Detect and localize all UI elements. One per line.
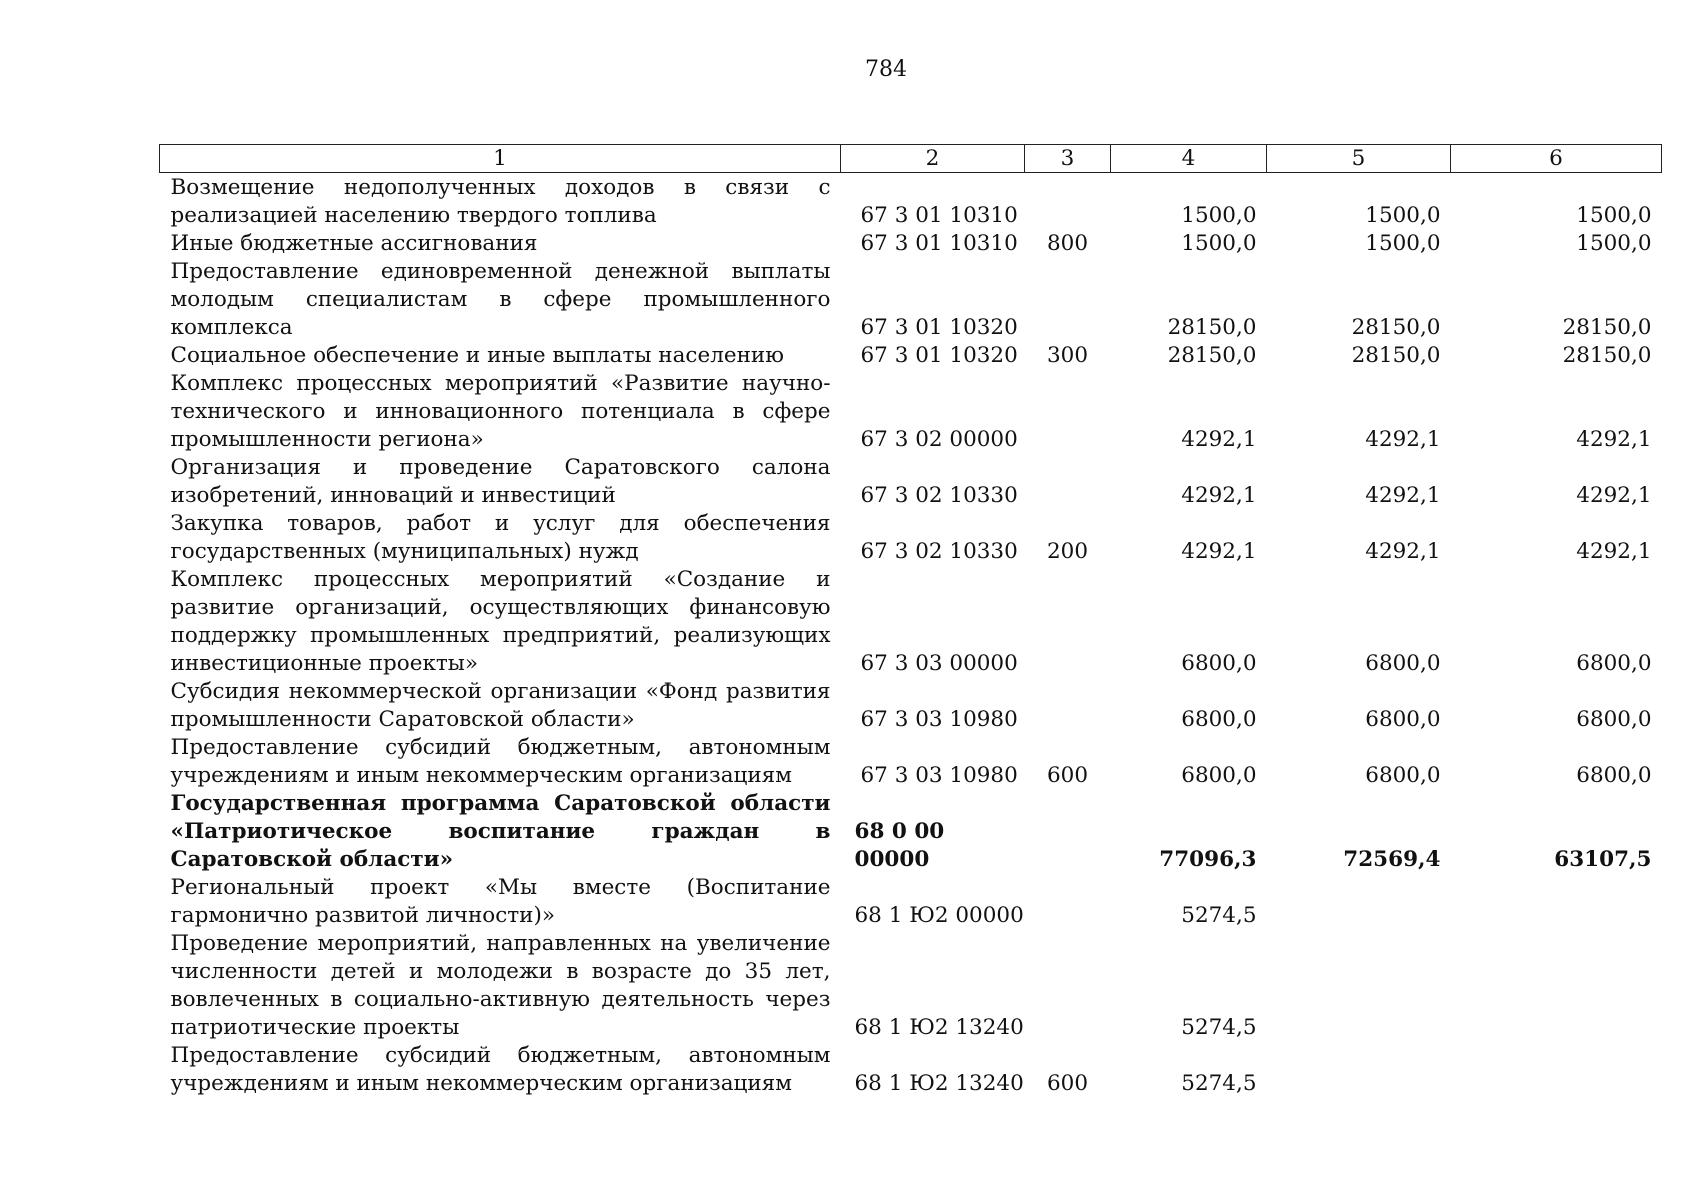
row-value-col5 [1267, 930, 1451, 1042]
column-header-5: 5 [1267, 145, 1451, 173]
row-value-col5: 4292,1 [1365, 483, 1441, 508]
row-code: 68 1 Ю2 13240 [854, 1071, 1024, 1096]
row-value-col6: 1500,0 [1576, 203, 1652, 228]
row-name: Проведение мероприятий, направленных на увеличение численности детей и молодежи в возрасте до 35 лет, вовлеченных в социально-активную деятельность через патриотические проекты [170, 931, 831, 1040]
row-code: 68 1 Ю2 00000 [854, 903, 1024, 928]
row-value-col6: 28150,0 [1562, 343, 1652, 368]
table-row [160, 342, 1662, 370]
row-code-cell [841, 230, 1025, 258]
row-code-cell [841, 874, 1025, 930]
column-header-2: 2 [841, 145, 1025, 173]
row-expense-type [1025, 678, 1111, 734]
row-name: Социальное обеспечение и иные выплаты населению [170, 343, 784, 368]
row-value-col6: 63107,5 [1554, 847, 1652, 872]
column-header-4: 4 [1111, 145, 1267, 173]
row-value-col4: 77096,3 [1159, 847, 1257, 872]
row-expense-type [1025, 173, 1111, 231]
row-code-cell [841, 734, 1025, 790]
row-code: 67 3 01 10310 [860, 203, 1018, 228]
row-value-col5: 6800,0 [1365, 763, 1441, 788]
row-value-col6: 1500,0 [1576, 231, 1652, 256]
table-header [160, 145, 1662, 173]
row-expense-type [1025, 566, 1111, 678]
column-header-6: 6 [1451, 145, 1662, 173]
row-value-col4: 5274,5 [1181, 903, 1257, 928]
row-name: Предоставление единовременной денежной выплаты молодым специалистам в сфере промышленного комплекса [170, 259, 831, 340]
row-expense-type [1025, 258, 1111, 342]
table-row [160, 874, 1662, 930]
row-code-cell [841, 342, 1025, 370]
row-name: Предоставление субсидий бюджетным, автономным учреждениям и иным некоммерческим организациям [170, 1043, 831, 1096]
row-name: Субсидия некоммерческой организации «Фонд развития промышленности Саратовской области» [170, 679, 831, 732]
table-row [160, 678, 1662, 734]
table-row [160, 173, 1662, 231]
table-row [160, 1042, 1662, 1098]
row-expense-type: 300 [1046, 343, 1089, 368]
row-value-col4: 1500,0 [1181, 231, 1257, 256]
row-value-col5 [1267, 874, 1451, 930]
row-expense-type: 800 [1046, 231, 1089, 256]
row-value-col4: 28150,0 [1167, 343, 1257, 368]
row-expense-type [1025, 930, 1111, 1042]
table-row [160, 510, 1662, 566]
row-value-col4: 5274,5 [1181, 1071, 1257, 1096]
row-value-col4: 6800,0 [1181, 651, 1257, 676]
table-row [160, 930, 1662, 1042]
row-value-col5: 6800,0 [1365, 651, 1441, 676]
column-header-1: 1 [160, 145, 841, 173]
row-expense-type [1025, 790, 1111, 874]
row-value-col6 [1451, 930, 1662, 1042]
row-value-col6: 4292,1 [1576, 427, 1652, 452]
row-expense-type: 600 [1046, 1071, 1089, 1096]
row-value-col5: 6800,0 [1365, 707, 1441, 732]
row-expense-type [1025, 370, 1111, 454]
row-value-col5: 1500,0 [1365, 231, 1441, 256]
row-code-cell [841, 370, 1025, 454]
row-code: 67 3 01 10320 [860, 343, 1018, 368]
row-value-col5: 1500,0 [1365, 203, 1441, 228]
row-value-col4: 5274,5 [1181, 1015, 1257, 1040]
row-value-col4: 6800,0 [1181, 707, 1257, 732]
row-value-col4: 28150,0 [1167, 315, 1257, 340]
row-code-cell [841, 930, 1025, 1042]
row-expense-type: 200 [1046, 539, 1089, 564]
table-row [160, 370, 1662, 454]
row-code: 67 3 01 10320 [860, 315, 1018, 340]
row-value-col5: 28150,0 [1351, 315, 1441, 340]
row-name: Региональный проект «Мы вместе (Воспитание гармонично развитой личности)» [170, 875, 831, 928]
row-code: 67 3 02 00000 [860, 427, 1018, 452]
row-code: 68 0 00 00000 [854, 819, 945, 872]
row-code: 67 3 03 10980 [860, 763, 1018, 788]
row-code-cell [841, 454, 1025, 510]
row-name: Закупка товаров, работ и услуг для обеспечения государственных (муниципальных) нужд [170, 511, 831, 564]
header-row [160, 145, 1662, 173]
row-name: Государственная программа Саратовской области «Патриотическое воспитание граждан в Саратовской области» [170, 791, 831, 872]
row-value-col6: 4292,1 [1576, 483, 1652, 508]
row-value-col6: 28150,0 [1562, 315, 1652, 340]
page-number: 784 [865, 57, 907, 82]
table-row [160, 734, 1662, 790]
row-code-cell [841, 510, 1025, 566]
row-value-col5: 4292,1 [1365, 539, 1441, 564]
row-code-cell [841, 258, 1025, 342]
table-row [160, 790, 1662, 874]
row-value-col4: 4292,1 [1181, 427, 1257, 452]
row-code-cell [841, 678, 1025, 734]
row-value-col5 [1267, 1042, 1451, 1098]
row-code: 68 1 Ю2 13240 [854, 1015, 1024, 1040]
row-value-col4: 1500,0 [1181, 203, 1257, 228]
row-value-col6 [1451, 1042, 1662, 1098]
row-code: 67 3 01 10310 [860, 231, 1018, 256]
row-value-col6: 6800,0 [1576, 651, 1652, 676]
row-name: Комплекс процессных мероприятий «Развитие научно-технического и инновационного потенциала в сфере промышленности региона» [170, 371, 831, 452]
table-row [160, 454, 1662, 510]
row-name: Комплекс процессных мероприятий «Создание и развитие организаций, осуществляющих финансовую поддержку промышленных предприятий, реализующих инвестиционные проекты» [170, 567, 831, 676]
row-value-col5: 4292,1 [1365, 427, 1441, 452]
row-value-col5: 72569,4 [1343, 847, 1441, 872]
row-value-col6 [1451, 874, 1662, 930]
row-code: 67 3 02 10330 [860, 539, 1018, 564]
row-value-col5: 28150,0 [1351, 343, 1441, 368]
budget-table [159, 144, 1662, 1098]
row-code-cell [841, 173, 1025, 231]
row-code-cell [841, 790, 1025, 874]
row-name: Возмещение недополученных доходов в связи с реализацией населению твердого топлива [170, 175, 831, 228]
row-code: 67 3 03 10980 [860, 707, 1018, 732]
row-code-cell [841, 1042, 1025, 1098]
row-code-cell [841, 566, 1025, 678]
row-expense-type [1025, 874, 1111, 930]
table-row [160, 230, 1662, 258]
row-expense-type [1025, 454, 1111, 510]
column-header-3: 3 [1025, 145, 1111, 173]
table-row [160, 258, 1662, 342]
table-body [160, 173, 1662, 1099]
row-value-col4: 4292,1 [1181, 483, 1257, 508]
row-code: 67 3 02 10330 [860, 483, 1018, 508]
row-expense-type: 600 [1046, 763, 1089, 788]
row-value-col6: 6800,0 [1576, 763, 1652, 788]
row-name: Предоставление субсидий бюджетным, автономным учреждениям и иным некоммерческим организациям [170, 735, 831, 788]
row-value-col4: 6800,0 [1181, 763, 1257, 788]
table-row [160, 566, 1662, 678]
row-code: 67 3 03 00000 [860, 651, 1018, 676]
row-name: Организация и проведение Саратовского салона изобретений, инноваций и инвестиций [170, 455, 831, 508]
row-value-col6: 4292,1 [1576, 539, 1652, 564]
row-name: Иные бюджетные ассигнования [170, 231, 538, 256]
row-value-col6: 6800,0 [1576, 707, 1652, 732]
row-value-col4: 4292,1 [1181, 539, 1257, 564]
